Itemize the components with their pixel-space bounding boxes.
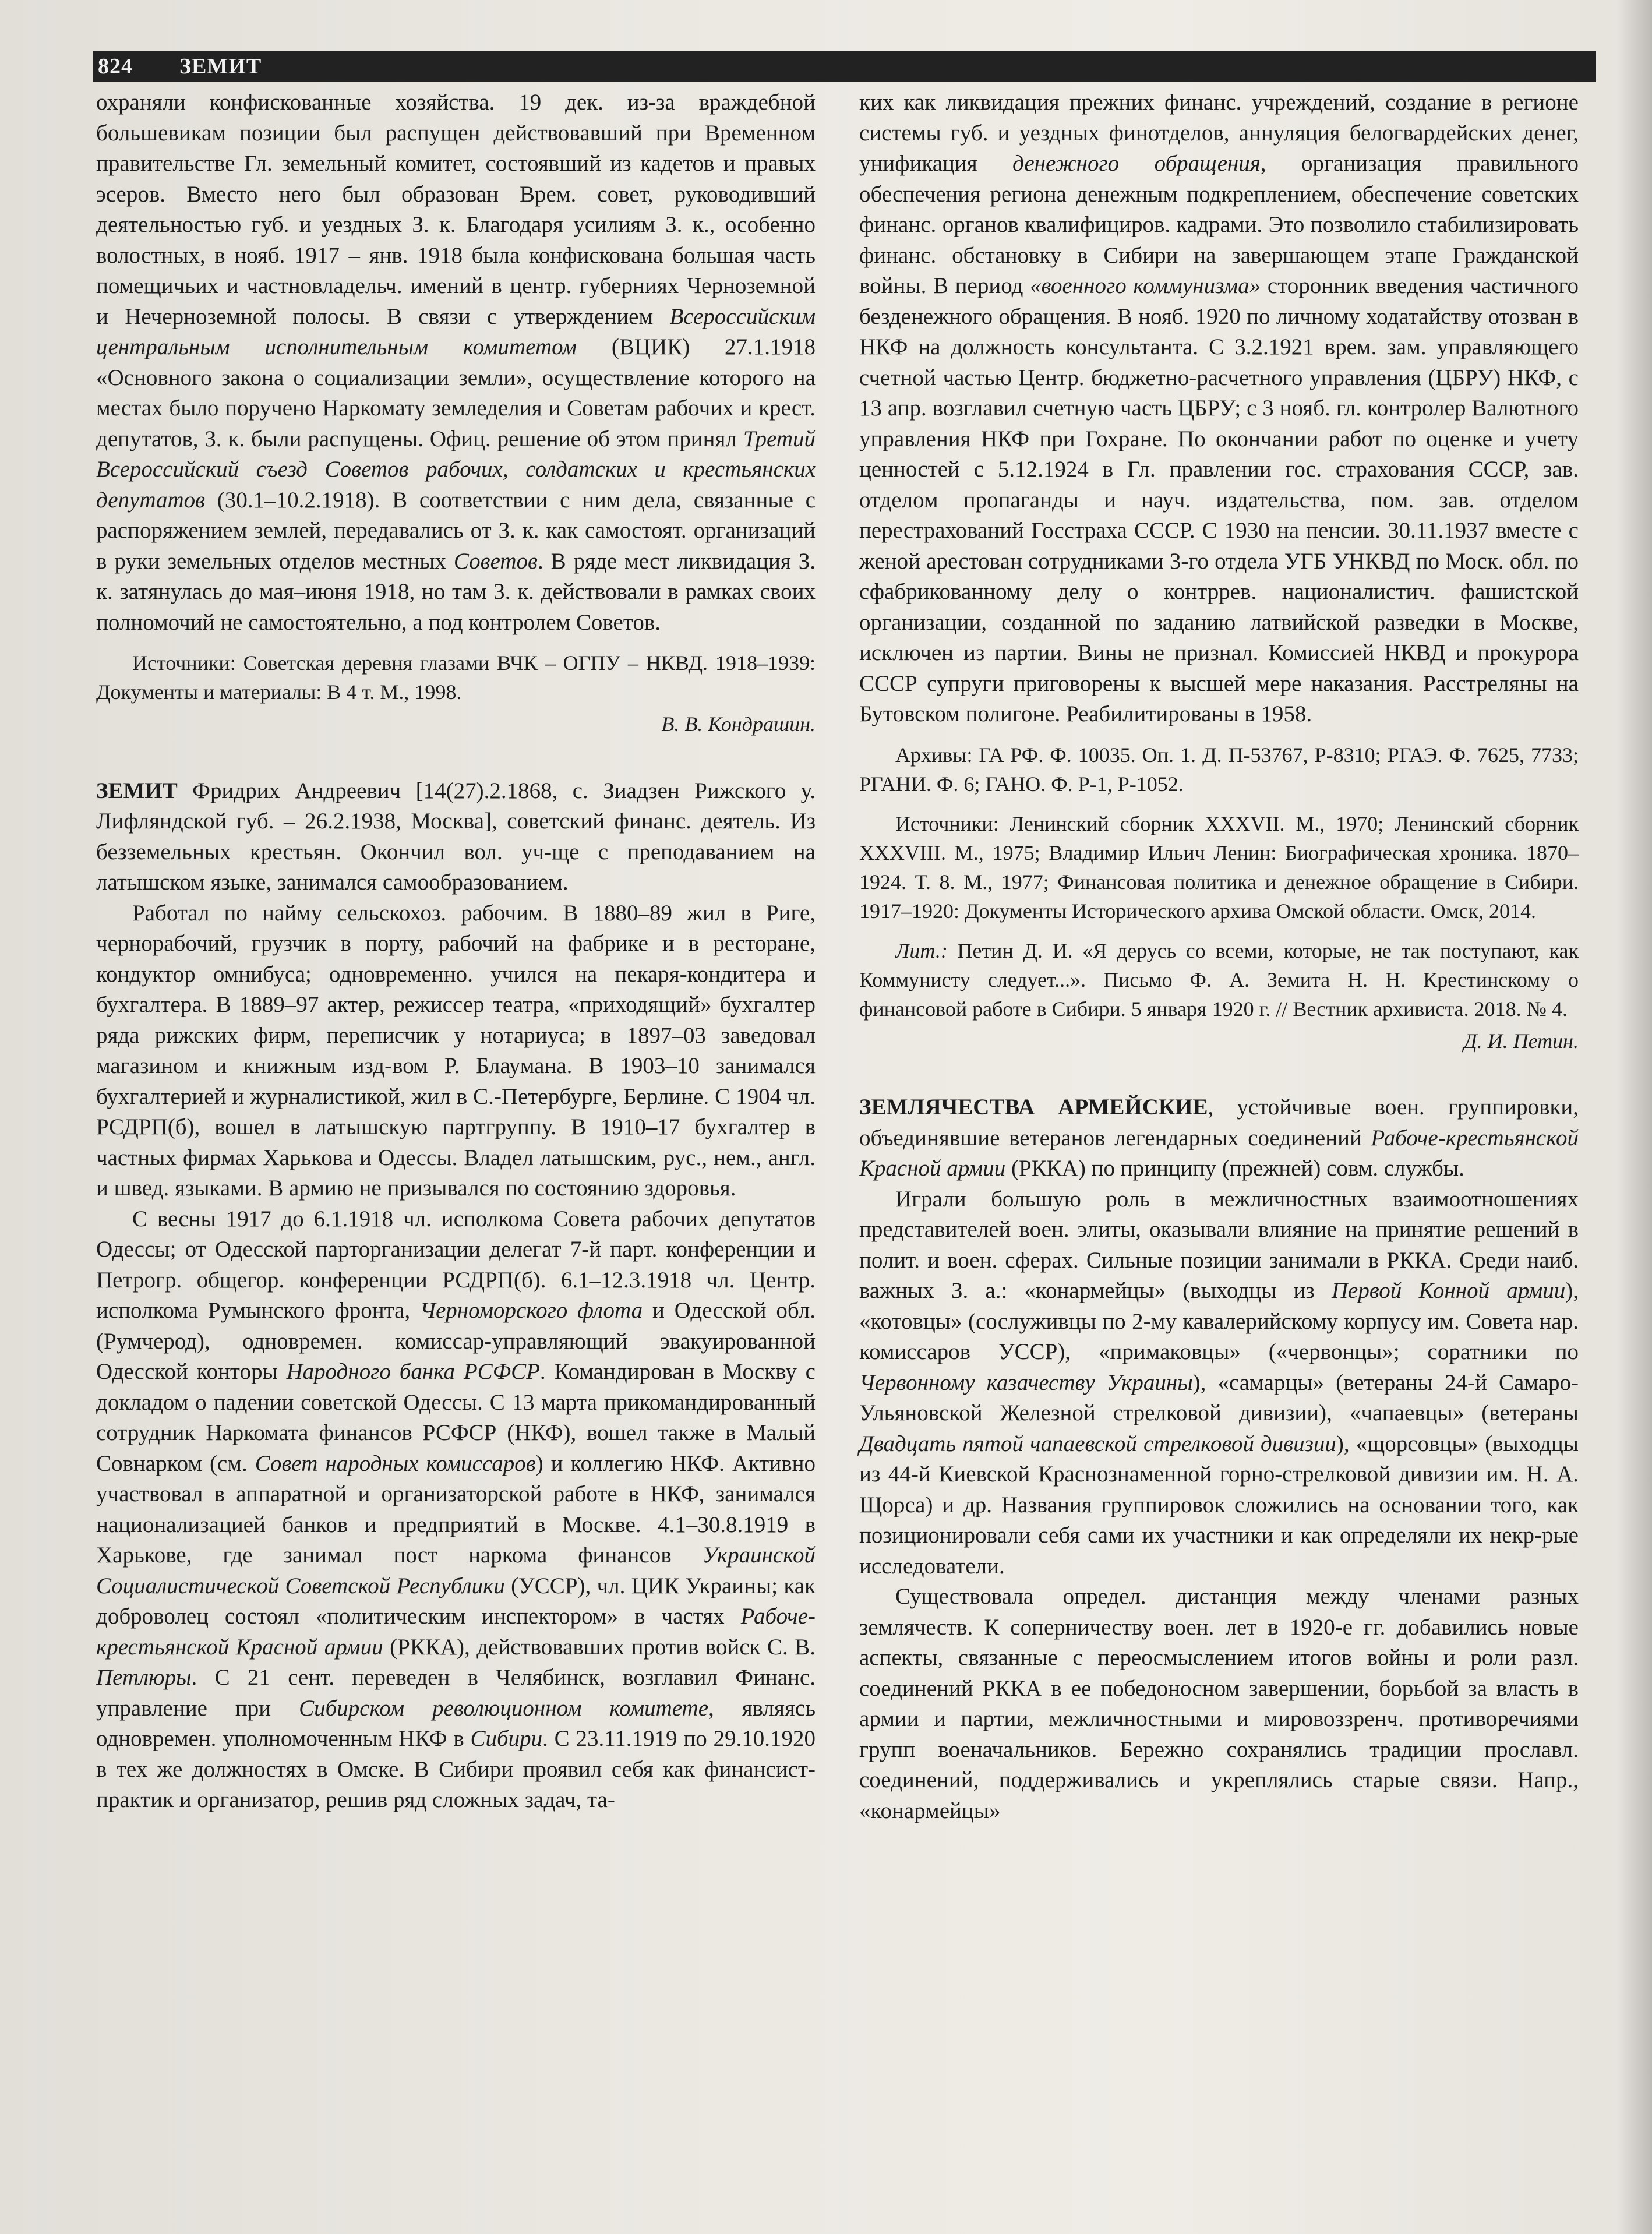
right-column bbox=[859, 87, 1579, 1826]
text-run: . В ряде мест ликвидация З. к. затянулась до мая–июня 1918, но там З. к. действовали в рамках своих полномочий не самостоятельно, а под контролем Советов. bbox=[96, 548, 816, 635]
text-run: , являясь одновремен. уполномоченным НКФ в bbox=[96, 1695, 816, 1751]
text-run: (РККА) по принципу (прежней) совм. службы. bbox=[1005, 1156, 1464, 1181]
italic-term: денежного обращения bbox=[1012, 151, 1261, 176]
zemit-entry-intro bbox=[96, 776, 816, 898]
italic-term: Сибирском революционном комитете bbox=[299, 1695, 709, 1721]
text-run: , организация правильного обеспечения региона денежным подкреплением, обеспечение советских финанс. органов квалифициров. кадрами. Это позволило стабилизировать финанс. обстановку в Сибири на завершающем этапе Гражданской войны. В период bbox=[859, 151, 1579, 298]
page-edge-shadow bbox=[1617, 0, 1652, 2234]
italic-term: Сибири bbox=[470, 1726, 543, 1751]
text-run: ), «щорсовцы» (выходцы из 44-й Киевской Краснознаменной горно-стрелковой дивизии им. Н. А. Щорса) и др. Названия группировок сложились на основании того, как позиционировали себя сами их участники и как определяли их некр-рые исследователи. bbox=[859, 1431, 1579, 1579]
left-paragraph-2: Работал по найму сельскохоз. рабочим. В 1880–89 жил в Риге, чернорабочий, грузчик в порту, рабочий на фабрике и в ресторане, кондуктор омнибуса; одновременно. учился на пекаря-кондитера и бухгалтера. В 1889–97 актер, режиссер театра, «приходящий» бухгалтер ряда рижских фирм, переписчик у нотариуса; в 1897–03 заведовал магазином и книжным изд-вом Р. Блаумана. В 1903–10 занимался бухгалтерией и журналистикой, жил в С.-Петербурге, Берлине. С 1904 чл. РСДРП(б), вошел в латышскую партгруппу. В 1910–17 бухгалтер в частных фирмах Харькова и Одессы. Владел латышским, рус., нем., англ. и швед. языками. В армию не призывался по состоянию здоровья. bbox=[96, 900, 816, 1201]
text-run: сторонник введения частичного безденежного обращения. В нояб. 1920 по личному ходатайству отозван в НКФ на должность консультанта. С 3.2.1921 врем. зам. управляющего счетной частью Центр. бюджетно-расчетного управления (ЦБРУ) НКФ, с 13 апр. возглавил счетную часть ЦБРУ; с 3 нояб. гл. контролер Валютного управления НКФ при Гохране. По окончании работ по оценке и учету ценностей с 5.12.1924 в Гл. правлении гос. страхования СССР, зав. отделом пропаганды и науч. издательства, пом. зав. отделом перестрахований Госстраха СССР. С 1930 на пенсии. 30.11.1937 вместе с женой арестован сотрудниками 3-го отдела УГБ УНКВД по Моск. обл. по сфабрикованному делу о контррев. националистич. фашистской организации, созданной по заданию латвийской разведки в Москве, исключен из партии. Вины не признал. Комиссией НКВД и прокурора СССР супруги приговорены к высшей мере наказания. Расстреляны на Бутовском полигоне. Реабилитированы в 1958. bbox=[859, 273, 1579, 726]
text-run: и Одесской обл. (Румчерод), одновремен. комиссар-управляющий эвакуированной Одесской конторы bbox=[96, 1298, 816, 1384]
text-run: , устойчивые воен. группировки, объединявшие ветеранов легендарных соединений bbox=[859, 1095, 1579, 1150]
italic-term: Третий Всероссийский съезд Советов рабочих, солдатских и крестьянских депутатов bbox=[96, 426, 816, 513]
text-run: С весны 1917 до 6.1.1918 чл. исполкома Совета рабочих депутатов Одессы; от Одесской парторганизации делегат 7-й парт. конференции и Петрогр. общегор. конференции РСДРП(б). 6.1–12.3.1918 чл. Центр. исполкома Румынского фронта, bbox=[96, 1206, 816, 1323]
literature-label: Лит.: bbox=[895, 938, 948, 962]
text-run: . С 23.11.1919 по 29.10.1920 в тех же должностях в Омске. В Сибири проявил себя как финансист-практик и организатор, решив ряд сложных задач, та- bbox=[96, 1726, 816, 1812]
left-paragraph-3 bbox=[96, 1204, 816, 1816]
right-archives: Архивы: ГА РФ. Ф. 10035. Оп. 1. Д. П-53767, Р-8310; РГАЭ. Ф. 7625, 7733; РГАНИ. Ф. 6; ГАНО. Ф. Р-1, Р-1052. bbox=[859, 743, 1579, 796]
zemlyachestva-entry-intro bbox=[859, 1092, 1579, 1184]
text-run: охраняли конфискованные хозяйства. 19 дек. из-за враждебной большевикам позиции был распущен действовавший при Временном правительстве Гл. земельный комитет, состоявший из кадетов и правых эсеров. Вместо него был образован Врем. совет, руководивший деятельностью губ. и уездных З. к. Благодаря усилиям З. к., особенно волостных, в нояб. 1917 – янв. 1918 была конфискована большая часть помещичьих и частновладельч. имений в центр. губерниях Черноземной и Нечерноземной полосы. В связи с утверждением bbox=[96, 90, 816, 329]
italic-term: Черноморского флота bbox=[420, 1298, 643, 1323]
page-number: 824 bbox=[98, 54, 133, 79]
text-run: . Командирован в Москву с докладом о падении советской Одессы. С 13 марта прикомандированный сотрудник Наркомата финансов РСФСР (НКФ), вошел также в Малый Совнарком (см. bbox=[96, 1359, 816, 1476]
running-headword: ЗЕМИТ bbox=[179, 54, 262, 79]
text-run: (УССР), чл. ЦИК Украины; как доброволец состоял «политическим инспектором» в частях bbox=[96, 1573, 816, 1629]
zemlyachestva-headword: ЗЕМЛЯЧЕСТВА АРМЕЙСКИЕ bbox=[859, 1095, 1208, 1120]
text-run: ких как ликвидация прежних финанс. учреждений, создание в регионе системы губ. и уездных финотделов, аннуляция белогвардейских денег, унификация bbox=[859, 90, 1579, 176]
italic-term: Червонному казачеству Украины bbox=[859, 1370, 1193, 1395]
text-run: Играли большую роль в межличностных взаимоотношениях представителей воен. элиты, оказывали влияние на принятие решений в полит. и воен. сферах. Сильные позиции занимали в РККА. Среди наиб. важных З. а.: «конармейцы» (выходцы из bbox=[859, 1186, 1579, 1303]
right-sources: Источники: Ленинский сборник XXXVII. М., 1970; Ленинский сборник XXXVIII. М., 1975; Владимир Ильич Ленин: Биографическая хроника. 1870–1924. Т. 8. М., 1977; Финансовая политика и денежное обращение в Сибири. 1917–1920: Документы Исторического архива Омской области. Омск, 2014. bbox=[859, 811, 1579, 923]
italic-term: Рабоче-крестьянской Красной армии bbox=[859, 1125, 1579, 1181]
italic-term: Советов bbox=[453, 548, 538, 574]
italic-term: Первой Конной армии bbox=[1331, 1278, 1566, 1303]
text-run: (РККА), действовавших против войск С. В. bbox=[383, 1634, 816, 1660]
left-column bbox=[96, 87, 816, 1816]
left-sources: Источники: Советская деревня глазами ВЧК – ОГПУ – НКВД. 1918–1939: Документы и материалы: В 4 т. М., 1998. bbox=[96, 651, 816, 704]
running-header bbox=[93, 51, 1596, 82]
italic-term: Всероссийским центральным исполнительным комитетом bbox=[96, 303, 816, 359]
right-paragraph-2 bbox=[859, 1184, 1579, 1582]
right-paragraph-1 bbox=[859, 87, 1579, 730]
literature-text: Петин Д. И. «Я дерусь со всеми, которые, не так поступают, как Коммунисту следует...». Письмо Ф. А. Земита Н. Н. Крестинскому о финансовой работе в Сибири. 5 января 1920 г. // Вестник архивиста. 2018. № 4. bbox=[859, 938, 1579, 1021]
italic-term: Двадцать пятой чапаевской стрелковой дивизии bbox=[859, 1431, 1336, 1456]
text-run: ), «котовцы» (сослуживцы по 2-му кавалерийскому корпусу им. Совета нар. комиссаров УССР), «примаковцы» («червонцы»; соратники по bbox=[859, 1278, 1579, 1364]
italic-term: Украинской Социалистической Советской Республики bbox=[96, 1543, 816, 1598]
right-author-signature: Д. И. Петин. bbox=[1463, 1029, 1579, 1053]
text-run: . С 21 сент. переведен в Челябинск, возглавил Финанс. управление при bbox=[96, 1665, 816, 1721]
italic-term: Совет народных комиссаров bbox=[255, 1450, 536, 1476]
italic-term: Петлюры bbox=[96, 1665, 192, 1690]
right-literature bbox=[859, 936, 1579, 1024]
text-run: (30.1–10.2.1918). В соответствии с ним дела, связанные с распоряжением землей, передавались от З. к. как самостоят. организаций в руки земельных отделов местных bbox=[96, 487, 816, 574]
italic-term: Рабоче-крестьянской Красной армии bbox=[96, 1604, 816, 1660]
left-author-signature: В. В. Кондрашин. bbox=[661, 712, 816, 736]
zemit-headword: ЗЕМИТ bbox=[96, 778, 178, 803]
zemit-intro-text: Фридрих Андреевич [14(27).2.1868, с. Зиадзен Рижского у. Лифляндской губ. – 26.2.1938, Москва], советский финанс. деятель. Из безземельных крестьян. Окончил вол. уч-ще с преподаванием на латышском языке, занимался самообразованием. bbox=[96, 778, 816, 895]
italic-term: «военного коммунизма» bbox=[1030, 273, 1261, 298]
left-paragraph-1 bbox=[96, 87, 816, 638]
text-run: (ВЦИК) 27.1.1918 «Основного закона о социализации земли», осуществление которого на местах было поручено Наркомату земледелия и Советам рабочих и крест. депутатов, З. к. были распущены. Офиц. решение об этом принял bbox=[96, 334, 816, 451]
text-run: ) и коллегию НКФ. Активно участвовал в аппаратной и организаторской работе в НКФ, занимался национализацией банков и предприятий в Москве. 4.1–30.8.1919 в Харькове, где занимал пост наркома финансов bbox=[96, 1450, 816, 1568]
right-paragraph-3: Существовала определ. дистанция между членами разных землячеств. К соперничеству воен. лет в 1920-е гг. добавились новые аспекты, связанные с переосмыслением итогов войны и роли разл. соединений РККА в ее победоносном завершении, борьбой за власть в армии и партии, межличностными и мировоззренч. противоречиями групп военачальников. Бережно сохранялись традиции прославл. соединений, поддерживались и укреплялись старые связи. Напр., «конармейцы» bbox=[859, 1584, 1579, 1823]
text-run: ), «самарцы» (ветераны 24-й Самаро-Ульяновской Железной стрелковой дивизии), «чапаевцы» (ветераны bbox=[859, 1370, 1579, 1425]
italic-term: Народного банка РСФСР bbox=[286, 1359, 540, 1384]
